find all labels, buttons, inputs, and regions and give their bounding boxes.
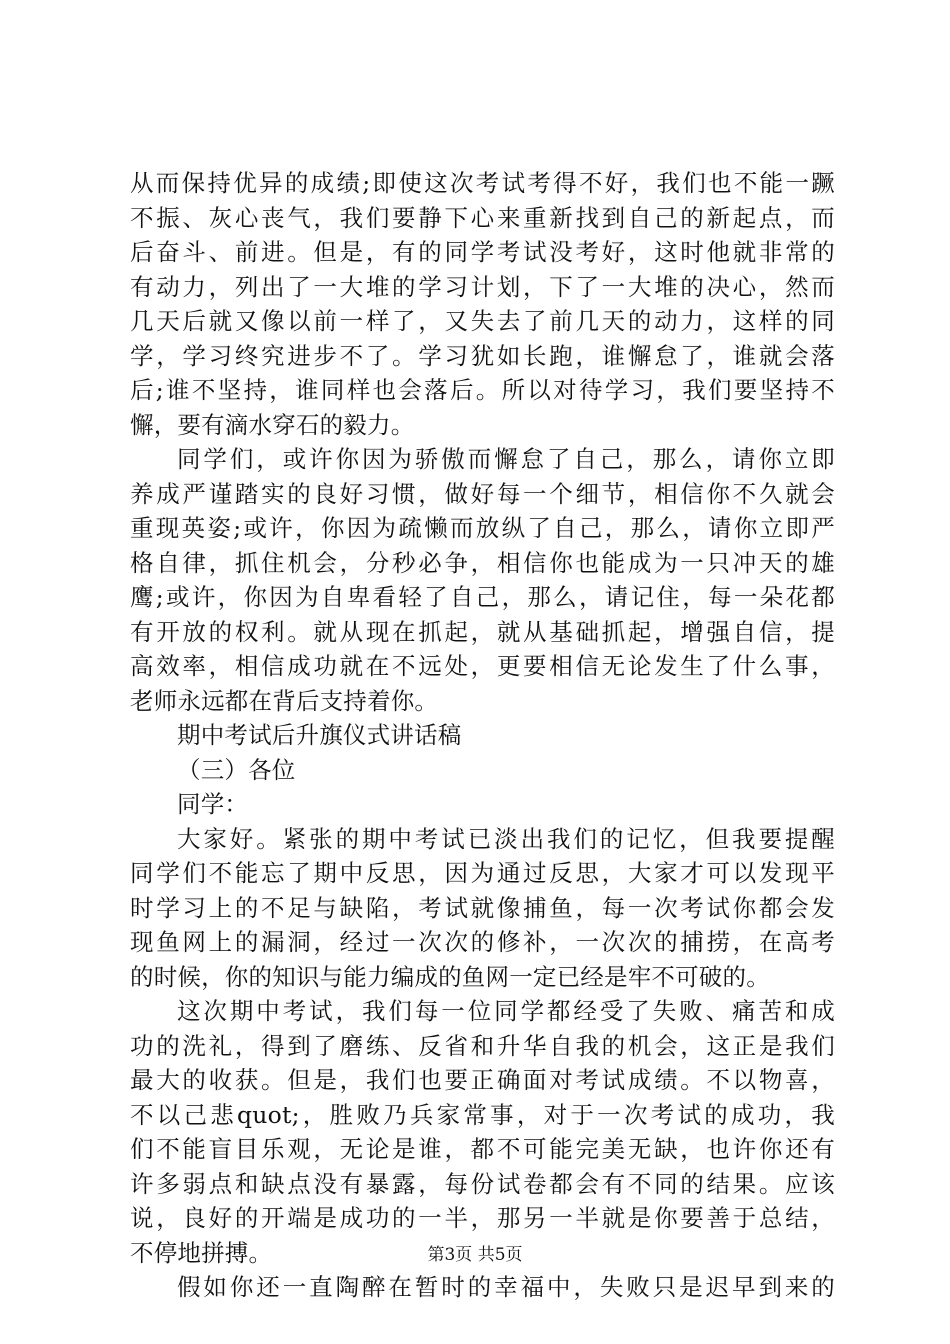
paragraph-3: [130, 822, 835, 995]
text-line: 老师永远都在背后支持着你。: [130, 686, 439, 715]
text-line: 懈，要有滴水穿石的毅力。: [130, 410, 415, 439]
paragraph-5: [130, 1270, 835, 1305]
text-line: 最大的收获。但是，我们也要正确面对考试成绩。不以物喜，: [130, 1066, 835, 1094]
text-line: 说，良好的开端是成功的一半，那另一半就是你要善于总结，: [130, 1204, 835, 1232]
page-number-footer: 第3页 共5页: [427, 1245, 523, 1265]
text-line: 大家好。紧张的期中考试已淡出我们的记忆，但我要提醒: [177, 824, 835, 853]
text-line: 们不能盲目乐观，无论是谁，都不可能完美无缺，也许你还有: [130, 1135, 835, 1163]
document-body: [130, 166, 835, 1305]
paragraph-1: [130, 166, 835, 442]
text-line: 后;谁不坚持，谁同样也会落后。所以对待学习，我们要坚持不: [130, 376, 835, 404]
text-line: 不振、灰心丧气，我们要静下心来重新找到自己的新起点，而: [130, 203, 835, 232]
text-line: 有开放的权利。就从现在抓起，就从基础抓起，增强自信，提: [130, 617, 835, 646]
text-line: 从而保持优异的成绩;即使这次考试考得不好，我们也不能一蹶: [130, 169, 835, 197]
speech-subtitle: （三）各位: [177, 755, 296, 784]
text-line: 的时候，你的知识与能力编成的鱼网一定已经是牢不可破的。: [130, 962, 770, 991]
text-line: 高效率，相信成功就在不远处，更要相信无论发生了什么事，: [130, 652, 835, 680]
text-line: 不停地拼搏。: [130, 1238, 273, 1267]
text-line: 后奋斗、前进。但是，有的同学考试没考好，这时他就非常的: [130, 238, 835, 266]
paragraph-4: [130, 994, 835, 1270]
text-line: 同学们，或许你因为骄傲而懈怠了自己，那么，请你立即: [177, 445, 835, 473]
text-line: 时学习上的不足与缺陷，考试就像捕鱼，每一次考试你都会发: [130, 893, 835, 922]
text-line: 同学们不能忘了期中反思，因为通过反思，大家才可以发现平: [130, 859, 835, 887]
text-line: 许多弱点和缺点没有暴露，每份试卷都会有不同的结果。应该: [130, 1169, 835, 1198]
text-line: 不以己悲quot;，胜败乃兵家常事，对于一次考试的成功，我: [130, 1100, 835, 1129]
text-line: 功的洗礼，得到了磨练、反省和升华自我的机会，这正是我们: [130, 1031, 835, 1060]
speech-title: 期中考试后升旗仪式讲话稿: [177, 721, 462, 749]
text-line: 有动力，列出了一大堆的学习计划，下了一大堆的决心，然而: [130, 272, 835, 301]
text-line: 养成严谨踏实的良好习惯，做好每一个细节，相信你不久就会: [130, 479, 835, 508]
text-line: 这次期中考试，我们每一位同学都经受了失败、痛苦和成: [177, 997, 835, 1025]
text-line: 学，学习终究进步不了。学习犹如长跑，谁懈怠了，谁就会落: [130, 341, 835, 370]
text-line: 现鱼网上的漏洞，经过一次次的修补，一次次的捕捞，在高考: [130, 928, 835, 956]
paragraph-2: [130, 442, 835, 718]
greeting: 同学：: [177, 790, 249, 818]
text-line: 鹰;或许，你因为自卑看轻了自己，那么，请记住，每一朵花都: [130, 583, 835, 611]
text-line: 重现英姿;或许，你因为疏懒而放纵了自己，那么，请你立即严: [130, 514, 835, 542]
text-line: 几天后就又像以前一样了，又失去了前几天的动力，这样的同: [130, 307, 835, 335]
text-line: 假如你还一直陶醉在暂时的幸福中，失败只是迟早到来的: [177, 1273, 835, 1301]
text-line: 格自律，抓住机会，分秒必争，相信你也能成为一只冲天的雄: [130, 548, 835, 577]
